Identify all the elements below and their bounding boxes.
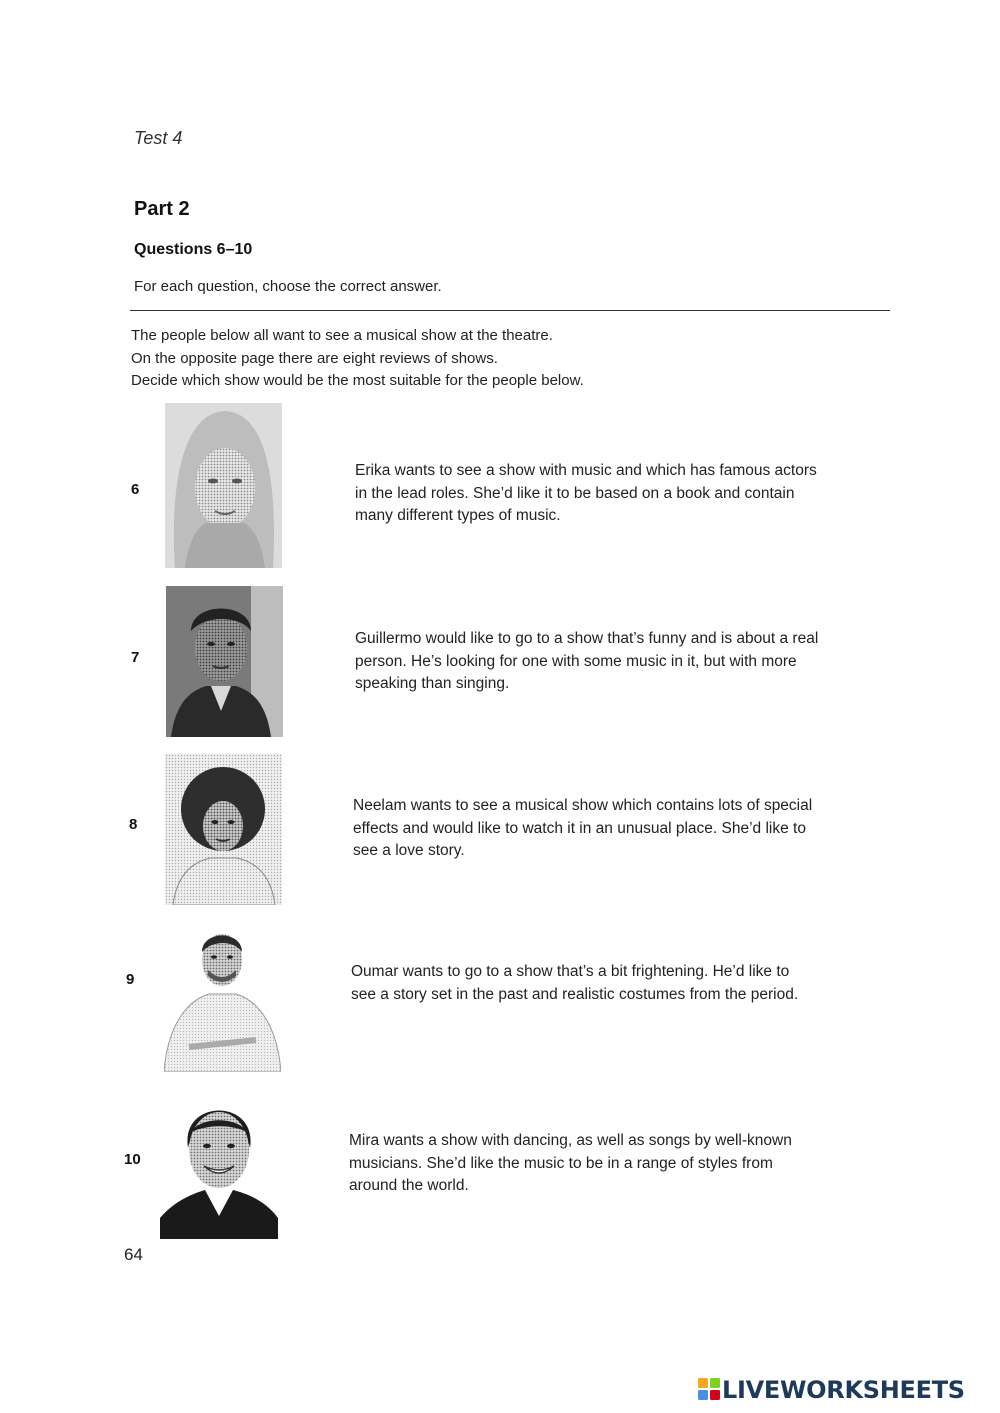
question-number: 10 xyxy=(124,1151,141,1168)
question-line: see a story set in the past and realistic costumes from the period. xyxy=(351,985,799,1003)
question-line: Neelam wants to see a musical show which contains lots of special xyxy=(353,797,813,814)
intro-line: On the opposite page there are eight reviews of shows. xyxy=(131,349,498,367)
question-line: in the lead roles. She’d like it to be based on a book and contain xyxy=(355,484,795,502)
questions-range: Questions 6–10 xyxy=(134,241,253,258)
page-number: 64 xyxy=(124,1245,143,1264)
question-number: 8 xyxy=(129,816,138,833)
question-line: Oumar wants to go to a show that’s a bit frightening. He’d like to xyxy=(351,963,790,980)
question-text xyxy=(355,628,895,696)
question-number: 9 xyxy=(126,971,135,988)
watermark-text: LIVEWORKSHEETS xyxy=(722,1376,965,1404)
question-number: 7 xyxy=(131,649,140,666)
woman-long-hair-portrait xyxy=(165,403,282,568)
man-shirt-portrait xyxy=(164,922,281,1072)
question-text xyxy=(355,460,895,528)
question-line: Guillermo would like to go to a show that’s funny and is about a real xyxy=(355,630,819,647)
test-label: Test 4 xyxy=(134,128,183,148)
woman-curly-hair-portrait xyxy=(165,754,282,905)
intro-line: The people below all want to see a musical show at the theatre. xyxy=(131,327,553,344)
instruction-text: For each question, choose the correct answer. xyxy=(134,278,442,295)
question-line: person. He’s looking for one with some music in it, but with more xyxy=(355,652,797,670)
question-line: speaking than singing. xyxy=(355,675,510,692)
question-line: Mira wants a show with dancing, as well as songs by well-known xyxy=(349,1132,792,1149)
question-line: Erika wants to see a show with music and which has famous actors xyxy=(355,462,817,479)
question-line: musicians. She’d like the music to be in a range of styles from xyxy=(349,1154,773,1172)
question-text xyxy=(353,795,893,863)
question-line: many different types of music. xyxy=(355,507,561,524)
question-number: 6 xyxy=(131,481,140,498)
intro-paragraph xyxy=(131,325,584,393)
question-text xyxy=(349,1130,889,1198)
young-man-portrait xyxy=(166,586,283,737)
question-text xyxy=(351,961,891,1006)
part-title: Part 2 xyxy=(134,198,190,220)
liveworksheets-watermark[interactable] xyxy=(698,1374,994,1406)
smiling-woman-portrait xyxy=(160,1088,278,1239)
question-line: around the world. xyxy=(349,1177,469,1194)
liveworksheets-logo-icon xyxy=(698,1378,720,1400)
divider xyxy=(130,310,890,311)
intro-line: Decide which show would be the most suitable for the people below. xyxy=(131,372,584,389)
question-line: see a love story. xyxy=(353,842,465,859)
question-line: effects and would like to watch it in an unusual place. She’d like to xyxy=(353,819,806,837)
